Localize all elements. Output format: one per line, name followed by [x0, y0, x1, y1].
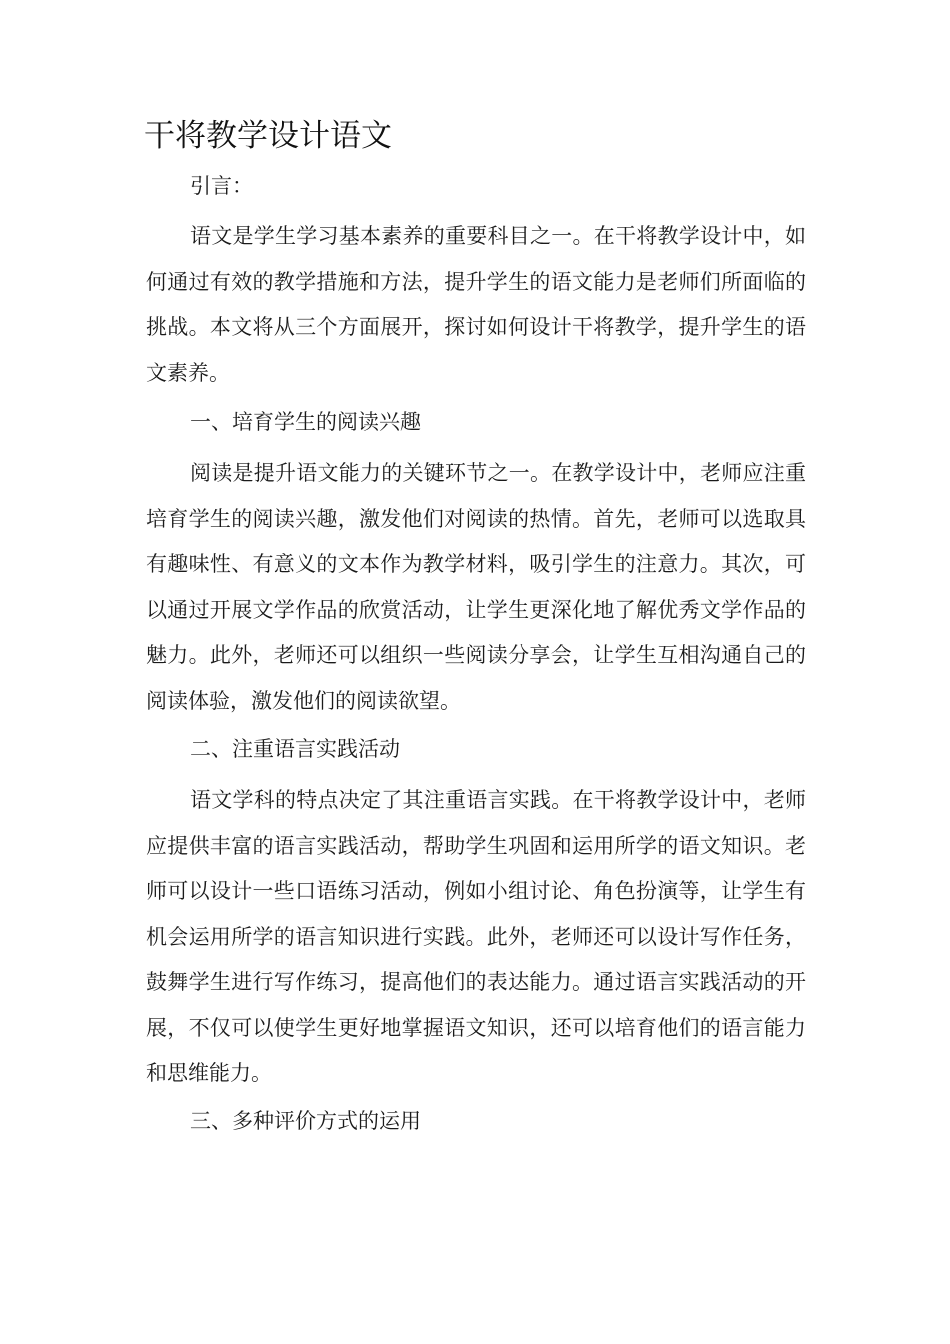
document-title: 干将教学设计语文 [144, 118, 392, 154]
section3-heading: 三、多种评价方式的运用 [190, 1109, 421, 1133]
section1-paragraph: 阅读是提升语文能力的关键环节之一。在教学设计中，老师应注重培育学生的阅读兴趣，激发他们对阅读的热情。首先，老师可以选取具有趣味性、有意义的文本作为教学材料，吸引学生的注意力。其次，可以通过开展文学作品的欣赏活动，让学生更深化地了解优秀文学作品的魅力。此外，老师还可以组织一些阅读分享会，让学生互相沟通自己的阅读体验，激发他们的阅读欲望。 [146, 461, 806, 713]
section2-paragraph: 语文学科的特点决定了其注重语言实践。在干将教学设计中，老师应提供丰富的语言实践活动，帮助学生巩固和运用所学的语文知识。老师可以设计一些口语练习活动，例如小组讨论、角色扮演等，让学生有机会运用所学的语言知识进行实践。此外，老师还可以设计写作任务，鼓舞学生进行写作练习，提高他们的表达能力。通过语言实践活动的开展，不仅可以使学生更好地掌握语文知识，还可以培育他们的语言能力和思维能力。 [146, 788, 806, 1085]
section1-heading: 一、培育学生的阅读兴趣 [190, 410, 421, 434]
intro-paragraph: 语文是学生学习基本素养的重要科目之一。在干将教学设计中，如何通过有效的教学措施和方法，提升学生的语文能力是老师们所面临的挑战。本文将从三个方面展开，探讨如何设计干将教学，提升学生的语文素养。 [146, 224, 806, 385]
section2-heading: 二、注重语言实践活动 [190, 737, 400, 761]
intro-label: 引言： [190, 174, 253, 198]
